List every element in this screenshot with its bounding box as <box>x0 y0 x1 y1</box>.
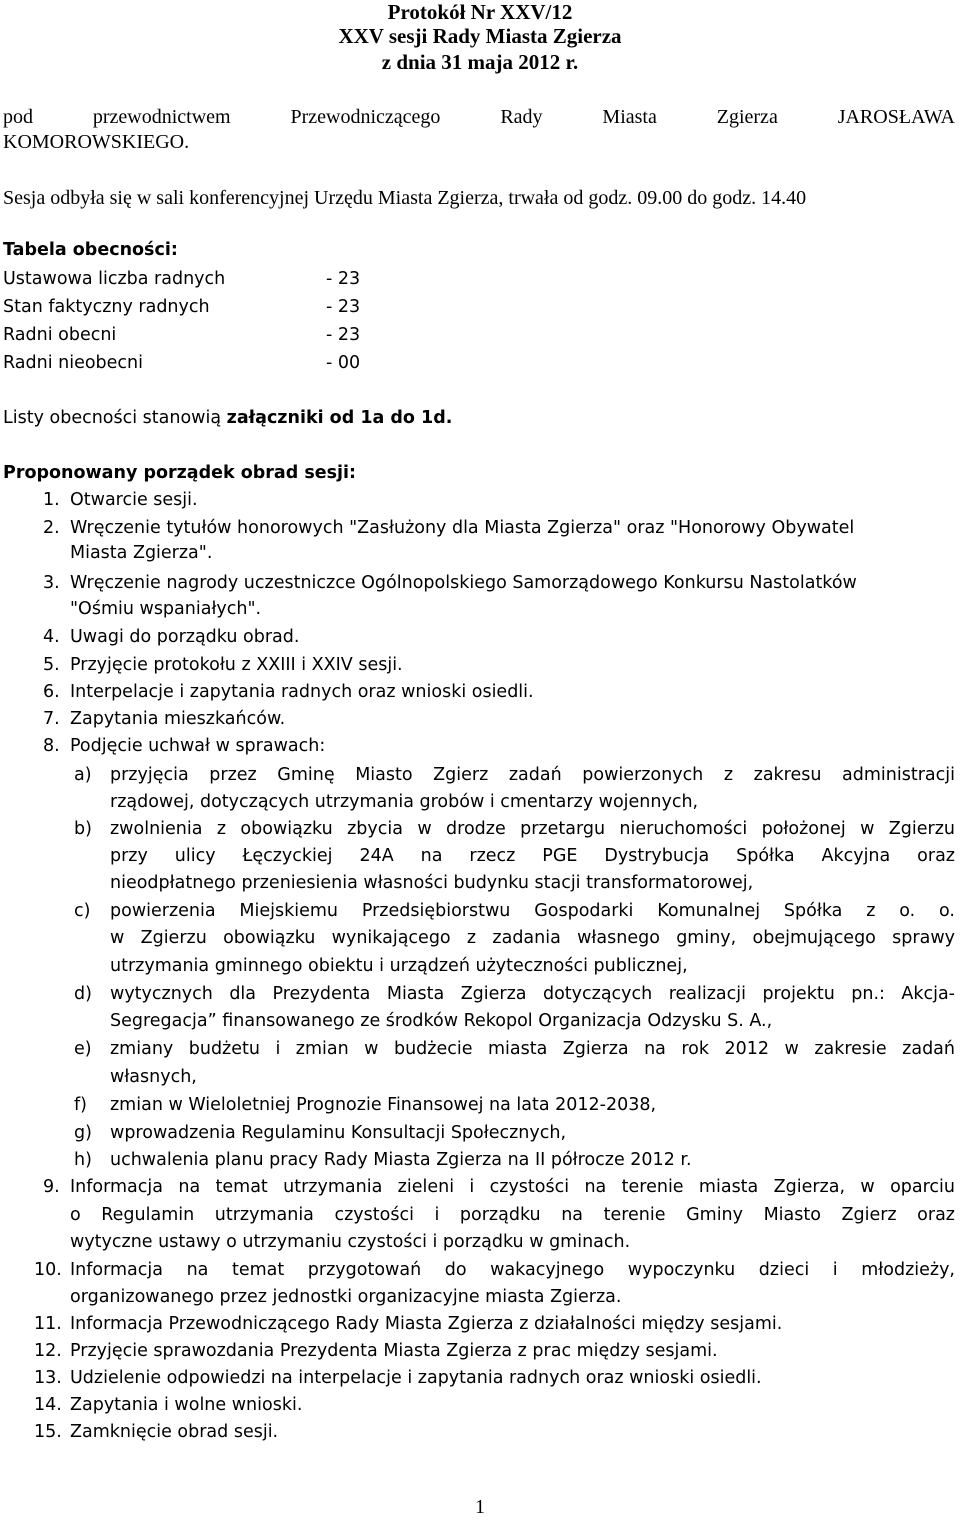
sub-item-text: nieodpłatnego przeniesienia własności budynku stacji transformatorowej, <box>110 873 754 893</box>
session-date: z dnia 31 maja 2012 r. <box>381 50 579 74</box>
attendance-value: - 00 <box>326 353 361 373</box>
sub-item-text: powierzenia Miejskiemu Przedsiębiorstwu Gospodarki Komunalnej Spółka z o. o. <box>110 901 955 921</box>
chair-line-1: pod przewodnictwem Przewodniczącego Rady Miasta Zgierza JAROSŁAWA <box>3 106 955 128</box>
agenda-item-number: 2. <box>43 518 60 538</box>
attendance-value: - 23 <box>326 269 361 289</box>
sub-item-text: zmian w Wieloletniej Prognozie Finansowej na lata 2012-2038, <box>110 1095 657 1115</box>
agenda-item-text: Zapytania i wolne wnioski. <box>70 1395 303 1415</box>
agenda-item-text: Miasta Zgierza". <box>70 543 213 563</box>
agenda-item-number: 10. <box>34 1260 62 1280</box>
agenda-item-text: Wręczenie tytułów honorowych "Zasłużony dla Miasta Zgierza" oraz "Honorowy Obywatel <box>70 518 855 538</box>
agenda-item-number: 6. <box>43 682 60 702</box>
sub-item-text: Segregacja” finansowanego ze środków Rekopol Organizacja Odzysku S. A., <box>110 1011 773 1031</box>
sub-item-letter: d) <box>74 984 92 1004</box>
attendance-label: Stan faktyczny radnych <box>3 297 210 317</box>
agenda-item-text: organizowanego przez jednostki organizacyjne miasta Zgierza. <box>70 1287 622 1307</box>
sub-item-letter: b) <box>74 819 92 839</box>
sub-item-letter: e) <box>74 1039 92 1059</box>
agenda-heading: Proponowany porządek obrad sesji: <box>3 463 357 483</box>
attendance-label: Radni nieobecni <box>3 353 143 373</box>
sub-item-text: przyjęcia przez Gminę Miasto Zgierz zadań powierzonych z zakresu administracji <box>110 765 955 785</box>
agenda-item-text: wytyczne ustawy o utrzymaniu czystości i porządku w gminach. <box>70 1232 631 1252</box>
lists-attachments: załączniki od 1a do 1d. <box>226 408 453 428</box>
page-number: 1 <box>475 1496 485 1518</box>
agenda-item-text: Informacja Przewodniczącego Rady Miasta Zgierza z działalności między sesjami. <box>70 1314 783 1334</box>
attendance-lists-note <box>3 408 452 428</box>
agenda-item-number: 8. <box>43 736 60 756</box>
agenda-item-text: Zamknięcie obrad sesji. <box>70 1422 279 1442</box>
agenda-item-number: 3. <box>43 573 60 593</box>
agenda-item-text: Uwagi do porządku obrad. <box>70 627 300 647</box>
agenda-item-text: Przyjęcie protokołu z XXIII i XXIV sesji. <box>70 655 403 675</box>
sub-item-letter: a) <box>74 765 92 785</box>
attendance-heading: Tabela obecności: <box>3 240 178 260</box>
attendance-value: - 23 <box>326 297 361 317</box>
agenda-item-number: 11. <box>34 1314 62 1334</box>
sub-item-text: wytycznych dla Prezydenta Miasta Zgierza dotyczących realizacji projektu pn.: Akcja- <box>110 984 955 1004</box>
agenda-item-text: "Ośmiu wspaniałych". <box>70 599 262 619</box>
sub-item-letter: c) <box>74 901 91 921</box>
agenda-item-number: 7. <box>43 709 60 729</box>
agenda-item-text: Informacja na temat przygotowań do wakacyjnego wypoczynku dzieci i młodzieży, <box>70 1260 955 1280</box>
sub-item-text: utrzymania gminnego obiektu i urządzeń użyteczności publicznej, <box>110 956 688 976</box>
lists-prefix: Listy obecności stanowią <box>3 408 227 428</box>
attendance-label: Radni obecni <box>3 325 117 345</box>
sub-item-text: rządowej, dotyczących utrzymania grobów i cmentarzy wojennych, <box>110 792 699 812</box>
attendance-value: - 23 <box>326 325 361 345</box>
agenda-item-number: 1. <box>43 490 60 510</box>
agenda-item-number: 5. <box>43 655 60 675</box>
agenda-item-text: o Regulamin utrzymania czystości i porządku na terenie Gminy Miasto Zgierz oraz <box>70 1205 955 1225</box>
sub-item-text: wprowadzenia Regulaminu Konsultacji Społecznych, <box>110 1123 567 1143</box>
agenda-item-text: Przyjęcie sprawozdania Prezydenta Miasta Zgierza z prac między sesjami. <box>70 1341 718 1361</box>
agenda-item-number: 9. <box>43 1177 60 1197</box>
agenda-item-text: Udzielenie odpowiedzi na interpelacje i zapytania radnych oraz wnioski osiedli. <box>70 1368 762 1388</box>
sub-item-text: zmiany budżetu i zmian w budżecie miasta Zgierza na rok 2012 w zakresie zadań <box>110 1039 955 1059</box>
sub-item-letter: g) <box>74 1123 92 1143</box>
agenda-item-number: 14. <box>34 1395 62 1415</box>
agenda-item-number: 12. <box>34 1341 62 1361</box>
agenda-item-text: Podjęcie uchwał w sprawach: <box>70 736 326 756</box>
sub-item-text: własnych, <box>110 1067 197 1087</box>
agenda-item-text: Interpelacje i zapytania radnych oraz wnioski osiedli. <box>70 682 534 702</box>
protocol-title: Protokół Nr XXV/12 <box>387 0 573 24</box>
sub-item-text: w Zgierzu obowiązku wynikającego z zadania własnego gminy, obejmującego sprawy <box>110 928 955 948</box>
chair-line-2: KOMOROWSKIEGO. <box>3 131 190 153</box>
agenda-item-text: Wręczenie nagrody uczestniczce Ogólnopolskiego Samorządowego Konkursu Nastolatków <box>70 573 857 593</box>
attendance-label: Ustawowa liczba radnych <box>3 269 226 289</box>
sub-item-letter: h) <box>74 1150 92 1170</box>
agenda-item-text: Informacja na temat utrzymania zieleni i czystości na terenie miasta Zgierza, w oparciu <box>70 1177 955 1197</box>
sub-item-letter: f) <box>74 1095 87 1115</box>
agenda-item-text: Zapytania mieszkańców. <box>70 709 286 729</box>
agenda-item-text: Otwarcie sesji. <box>70 490 198 510</box>
agenda-item-number: 4. <box>43 627 60 647</box>
sub-item-text: przy ulicy Łęczyckiej 24A na rzecz PGE Dystrybucja Spółka Akcyjna oraz <box>110 846 955 866</box>
session-title: XXV sesji Rady Miasta Zgierza <box>338 24 622 48</box>
session-place: Sesja odbyła się w sali konferencyjnej Urzędu Miasta Zgierza, trwała od godz. 09.00 do godz. 14.40 <box>3 187 807 209</box>
agenda-item-number: 13. <box>34 1368 62 1388</box>
sub-item-text: uchwalenia planu pracy Rady Miasta Zgierza na II półrocze 2012 r. <box>110 1150 692 1170</box>
sub-item-text: zwolnienia z obowiązku zbycia w drodze przetargu nieruchomości położonej w Zgierzu <box>110 819 955 839</box>
agenda-item-number: 15. <box>34 1422 62 1442</box>
